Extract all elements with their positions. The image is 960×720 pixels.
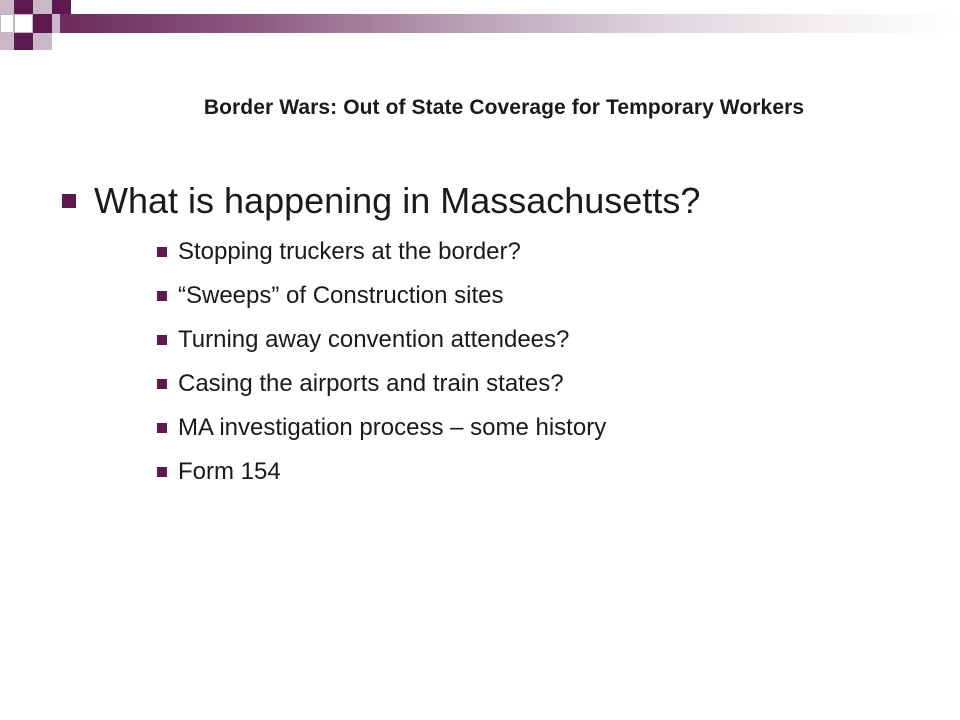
sub-bullet-text: Turning away convention attendees?: [178, 326, 570, 353]
sub-bullet: [157, 362, 922, 406]
sub-bullet: [157, 450, 922, 494]
sub-bullet-text: Casing the airports and train states?: [178, 370, 564, 397]
decor-square: [14, 14, 33, 33]
sub-bullet-text: Form 154: [178, 458, 281, 485]
decor-square: [33, 0, 52, 14]
decor-square: [14, 0, 33, 14]
square-bullet-icon: [62, 194, 76, 208]
decor-square: [14, 33, 33, 50]
bullet-list: [62, 176, 922, 494]
header-gradient-bar: [60, 14, 960, 33]
decor-square: [52, 0, 71, 14]
sub-bullet: [157, 230, 922, 274]
square-bullet-icon: [157, 379, 167, 389]
sub-bullet-text: Stopping truckers at the border?: [178, 238, 521, 265]
sub-bullet: [157, 318, 922, 362]
slide-title: Border Wars: Out of State Coverage for Temporary Workers: [203, 96, 805, 119]
square-bullet-icon: [157, 467, 167, 477]
sub-bullet: [157, 406, 922, 450]
decor-square: [33, 33, 52, 50]
main-bullet-text: What is happening in Massachusetts?: [94, 180, 701, 221]
square-bullet-icon: [157, 423, 167, 433]
sub-bullet: [157, 274, 922, 318]
sub-bullet-text: MA investigation process – some history: [178, 414, 607, 441]
decor-square: [33, 14, 52, 33]
square-bullet-icon: [157, 291, 167, 301]
decor-square: [0, 14, 14, 33]
square-bullet-icon: [157, 335, 167, 345]
square-bullet-icon: [157, 247, 167, 257]
decor-square: [0, 0, 14, 14]
decor-square: [0, 33, 14, 50]
main-bullet: [62, 176, 922, 226]
sub-bullet-list: [62, 230, 922, 494]
sub-bullet-text: “Sweeps” of Construction sites: [178, 282, 504, 309]
decor-square: [52, 14, 60, 33]
